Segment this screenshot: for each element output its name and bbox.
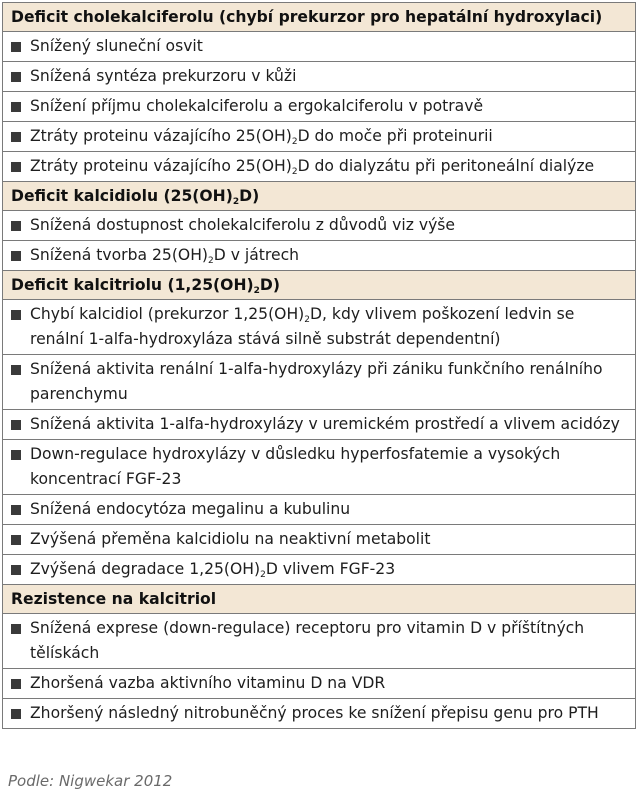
list-item: [11, 699, 629, 728]
list-item: [11, 440, 629, 494]
square-bullet-icon: [11, 565, 21, 575]
list-item: [11, 300, 629, 354]
list-item-row: [3, 614, 636, 669]
text-fragment: Snížená dostupnost cholekalciferolu z důvodů viz výše: [30, 216, 456, 234]
list-item-text: [30, 557, 629, 582]
list-item: [11, 32, 629, 61]
list-item: [11, 614, 629, 668]
list-item: [11, 92, 629, 121]
subscript-text: 2: [253, 286, 260, 296]
list-item-row: [3, 211, 636, 241]
square-bullet-icon: [11, 310, 21, 320]
text-fragment: D v játrech: [213, 246, 300, 264]
list-item: [11, 355, 629, 409]
list-item-text: [30, 302, 629, 352]
list-item-row: [3, 355, 636, 410]
list-item-text: [30, 527, 629, 552]
text-fragment: D): [259, 276, 280, 294]
list-item: [11, 669, 629, 698]
list-item-cell: [3, 669, 636, 699]
square-bullet-icon: [11, 505, 21, 515]
subscript-text: 2: [260, 570, 266, 580]
text-fragment: Snížená aktivita renální 1-alfa-hydroxylázy při zániku funkčního renálního parenchymu: [30, 360, 603, 403]
text-fragment: D, kdy vlivem poškození ledvin se renální 1-alfa-hydroxyláza stává silně substrát dependentní): [30, 305, 575, 348]
text-fragment: Zhoršená vazba aktivního vitaminu D na VDR: [30, 674, 386, 692]
list-item: [11, 241, 629, 270]
subscript-text: 2: [291, 137, 298, 147]
list-item: [11, 152, 629, 181]
subscript-text: 2: [304, 315, 311, 325]
list-item-cell: [3, 355, 636, 410]
square-bullet-icon: [11, 162, 21, 172]
subscript-text: 2: [208, 256, 214, 266]
list-item-cell: [3, 211, 636, 241]
list-item-text: [30, 94, 629, 119]
list-item-row: [3, 152, 636, 182]
list-item-row: [3, 92, 636, 122]
list-item-row: [3, 300, 636, 355]
text-fragment: Down-regulace hydroxylázy v důsledku hyperfosfatemie a vysokých koncentrací FGF-23: [30, 445, 561, 488]
square-bullet-icon: [11, 251, 21, 261]
text-fragment: Snížená endocytóza megalinu a kubulinu: [30, 500, 351, 518]
list-item-text: [30, 616, 629, 666]
list-item-cell: [3, 614, 636, 669]
list-item-row: [3, 62, 636, 92]
list-item-text: [30, 357, 629, 407]
list-item-row: [3, 525, 636, 555]
list-item-cell: [3, 555, 636, 585]
list-item: [11, 525, 629, 554]
text-fragment: D do moče při proteinurii: [297, 127, 493, 145]
list-item-text: [30, 497, 629, 522]
list-item-text: [30, 213, 629, 238]
list-item-text: [30, 154, 629, 179]
list-item: [11, 62, 629, 91]
list-item-cell: [3, 300, 636, 355]
square-bullet-icon: [11, 102, 21, 112]
list-item-cell: [3, 241, 636, 271]
square-bullet-icon: [11, 535, 21, 545]
text-fragment: Snížená tvorba 25(OH): [30, 246, 209, 264]
list-item-cell: [3, 495, 636, 525]
subscript-text: 2: [232, 197, 240, 207]
list-item-row: [3, 122, 636, 152]
list-item: [11, 122, 629, 151]
square-bullet-icon: [11, 450, 21, 460]
square-bullet-icon: [11, 42, 21, 52]
text-fragment: Deficit kalcitriolu (1,25(OH): [11, 276, 254, 294]
text-fragment: D): [239, 187, 260, 205]
text-fragment: Zvýšená přeměna kalcidiolu na neaktivní metabolit: [30, 530, 431, 548]
list-item-cell: [3, 699, 636, 729]
list-item-cell: [3, 410, 636, 440]
list-item-cell: [3, 92, 636, 122]
section-header-row: [3, 3, 636, 32]
section-header-row: [3, 271, 636, 300]
text-fragment: Chybí kalcidiol (prekurzor 1,25(OH): [30, 305, 305, 323]
list-item-text: [30, 671, 629, 696]
section-title: [3, 182, 636, 211]
square-bullet-icon: [11, 624, 21, 634]
list-item-text: [30, 124, 629, 149]
text-fragment: Snížená exprese (down-regulace) receptoru pro vitamin D v příštítných tělískách: [30, 619, 585, 662]
square-bullet-icon: [11, 679, 21, 689]
list-item-text: [30, 243, 629, 268]
section-header-row: [3, 182, 636, 211]
list-item-row: [3, 241, 636, 271]
list-item-cell: [3, 32, 636, 62]
text-fragment: Ztráty proteinu vázajícího 25(OH): [30, 127, 292, 145]
list-item: [11, 410, 629, 439]
list-item-row: [3, 555, 636, 585]
text-fragment: Deficit cholekalciferolu (chybí prekurzor pro hepatální hydroxylaci): [11, 8, 603, 26]
text-fragment: Snížení příjmu cholekalciferolu a ergokalciferolu v potravě: [30, 97, 484, 115]
list-item-text: [30, 442, 629, 492]
square-bullet-icon: [11, 420, 21, 430]
subscript-text: 2: [291, 167, 298, 177]
list-item-row: [3, 440, 636, 495]
list-item-cell: [3, 525, 636, 555]
list-item-row: [3, 495, 636, 525]
square-bullet-icon: [11, 72, 21, 82]
list-item-row: [3, 410, 636, 440]
list-item-text: [30, 412, 629, 437]
list-item: [11, 495, 629, 524]
list-item-row: [3, 32, 636, 62]
list-item-text: [30, 34, 629, 59]
list-item-row: [3, 699, 636, 729]
source-note: Podle: Nigwekar 2012: [8, 772, 173, 790]
text-fragment: Zhoršený následný nitrobuněčný proces ke snížení přepisu genu pro PTH: [30, 704, 599, 722]
list-item-row: [3, 669, 636, 699]
list-item: [11, 211, 629, 240]
list-item-cell: [3, 152, 636, 182]
square-bullet-icon: [11, 132, 21, 142]
text-fragment: Snížená aktivita 1-alfa-hydroxylázy v uremickém prostředí a vlivem acidózy: [30, 415, 620, 433]
text-fragment: Rezistence na kalcitriol: [11, 590, 217, 608]
section-title: [3, 585, 636, 614]
square-bullet-icon: [11, 365, 21, 375]
list-item-cell: [3, 440, 636, 495]
square-bullet-icon: [11, 709, 21, 719]
text-fragment: Zvýšená degradace 1,25(OH): [30, 560, 261, 578]
text-fragment: Snížená syntéza prekurzoru v kůži: [30, 67, 297, 85]
list-item-text: [30, 64, 629, 89]
section-title: [3, 271, 636, 300]
text-fragment: D vlivem FGF-23: [265, 560, 396, 578]
list-item-cell: [3, 122, 636, 152]
list-item: [11, 555, 629, 584]
text-fragment: Deficit kalcidiolu (25(OH): [11, 187, 233, 205]
vitamin-d-deficit-table: [2, 2, 636, 729]
section-header-row: [3, 585, 636, 614]
list-item-cell: [3, 62, 636, 92]
text-fragment: Ztráty proteinu vázajícího 25(OH): [30, 157, 292, 175]
section-title: [3, 3, 636, 32]
list-item-text: [30, 701, 629, 726]
text-fragment: D do dialyzátu při peritoneální dialýze: [297, 157, 595, 175]
square-bullet-icon: [11, 221, 21, 231]
text-fragment: Snížený sluneční osvit: [30, 37, 203, 55]
